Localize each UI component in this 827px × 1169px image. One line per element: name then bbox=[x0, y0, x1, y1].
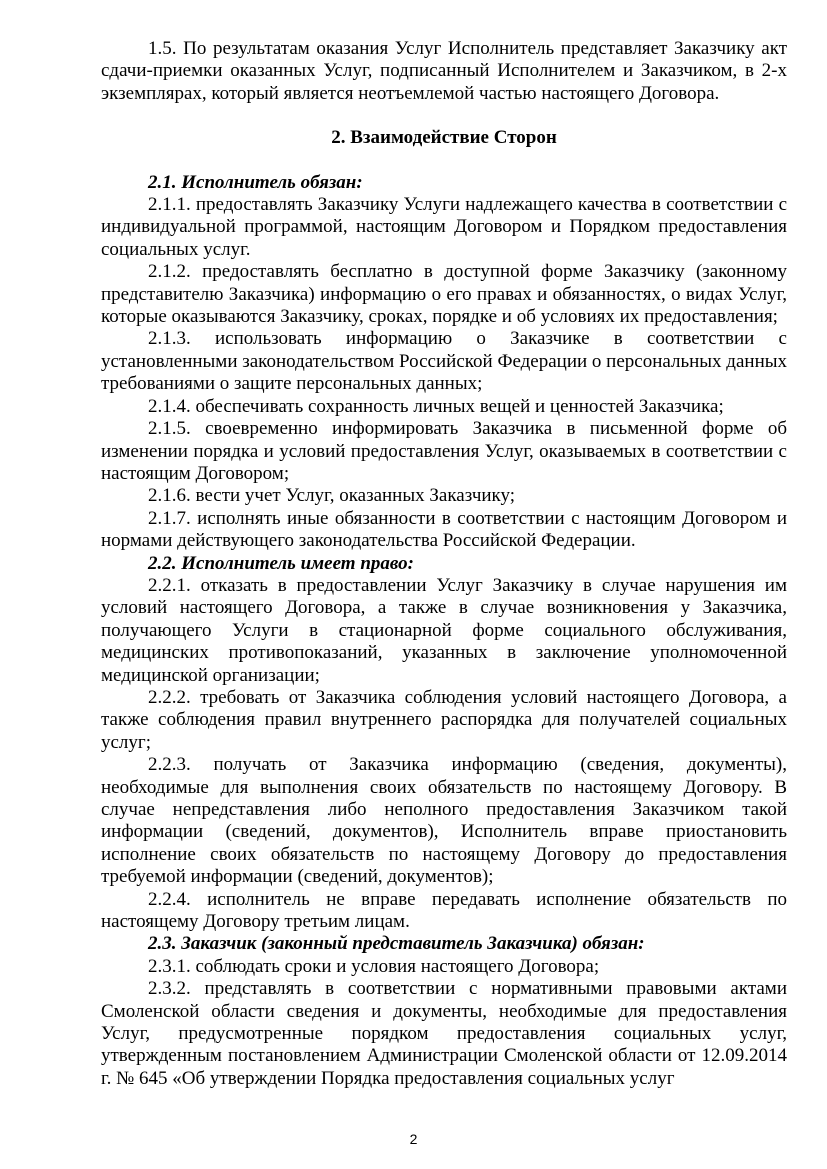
clause-2-1-4: 2.1.4. обеспечивать сохранность личных вещей и ценностей Заказчика; bbox=[148, 395, 724, 417]
document-body bbox=[101, 38, 787, 1090]
clause-2-3-1: 2.3.1. соблюдать сроки и условия настоящего Договора; bbox=[148, 955, 600, 977]
paragraph-1-5: 1.5. По результатам оказания Услуг Исполнитель представляет Заказчику акт сдачи-приемки оказанных Услуг, подписанный Исполнителем и Заказчиком, в 2-х экземплярах, который является неотъемлемой частью настоящего Договора. bbox=[101, 38, 787, 104]
clause-2-2-3: 2.2.3. получать от Заказчика информацию (сведения, документы), необходимые для выполнения своих обязательств по настоящему Договору. В случае непредставления либо неполного предоставления Заказчиком такой информации (сведений, документов), Исполнитель вправе приостановить исполнение своих обязательств по настоящему Договору до предоставления требуемой информации (сведений, документов); bbox=[101, 754, 787, 888]
clause-2-3-2: 2.3.2. представлять в соответствии с нормативными правовыми актами Смоленской области сведения и документы, необходимые для предоставления Услуг, предусмотренные порядком предоставления социальных услуг, утвержденным постановлением Администрации Смоленской области от 12.09.2014 г. № 645 «Об утверждении Порядка предоставления социальных услуг bbox=[101, 978, 787, 1089]
clause-2-2-4: 2.2.4. исполнитель не вправе передавать исполнение обязательств по настоящему Договору третьим лицам. bbox=[101, 888, 787, 933]
page-number: 2 bbox=[409, 1131, 418, 1147]
subsection-heading-2-2: 2.2. Исполнитель имеет право: bbox=[148, 552, 414, 574]
clause-2-2-1: 2.2.1. отказать в предоставлении Услуг Заказчику в случае нарушения им условий настоящего Договора, а также в случае возникновения у Заказчика, получающего Услуги в стационарной форме социального обслуживания, медицинских противопоказаний, указанных в заключение уполномоченной медицинской организации; bbox=[101, 574, 787, 686]
clause-2-2-2: 2.2.2. требовать от Заказчика соблюдения условий настоящего Договора, а также соблюдения правил внутреннего распорядка для получателей социальных услуг; bbox=[101, 686, 787, 753]
clause-2-1-2: 2.1.2. предоставлять бесплатно в доступной форме Заказчику (законному представителю Заказчика) информацию о его правах и обязанностях, о видах Услуг, которые оказываются Заказчику, сроках, порядке и об условиях их предоставления; bbox=[101, 261, 787, 328]
subsection-heading-2-1: 2.1. Исполнитель обязан: bbox=[148, 171, 363, 193]
section-title: 2. Взаимодействие Сторон bbox=[331, 127, 557, 149]
clause-2-1-3: 2.1.3. использовать информацию о Заказчике в соответствии с установленными законодательством Российской Федерации о персональных данных требованиями о защите персональных данных; bbox=[101, 328, 788, 395]
clause-2-1-5: 2.1.5. своевременно информировать Заказчика в письменной форме об изменении порядка и условий предоставления Услуг, оказываемых в соответствии с настоящим Договором; bbox=[101, 418, 787, 484]
clause-2-1-6: 2.1.6. вести учет Услуг, оказанных Заказчику; bbox=[148, 485, 516, 507]
subsection-heading-2-3: 2.3. Заказчик (законный представитель Заказчика) обязан: bbox=[148, 933, 645, 955]
clause-2-1-1: 2.1.1. предоставлять Заказчику Услуги надлежащего качества в соответствии с индивидуальной программой, настоящим Договором и Порядком предоставления социальных услуг. bbox=[101, 194, 787, 260]
clause-2-1-7: 2.1.7. исполнять иные обязанности в соответствии с настоящим Договором и нормами действующего законодательства Российской Федерации. bbox=[101, 507, 787, 552]
